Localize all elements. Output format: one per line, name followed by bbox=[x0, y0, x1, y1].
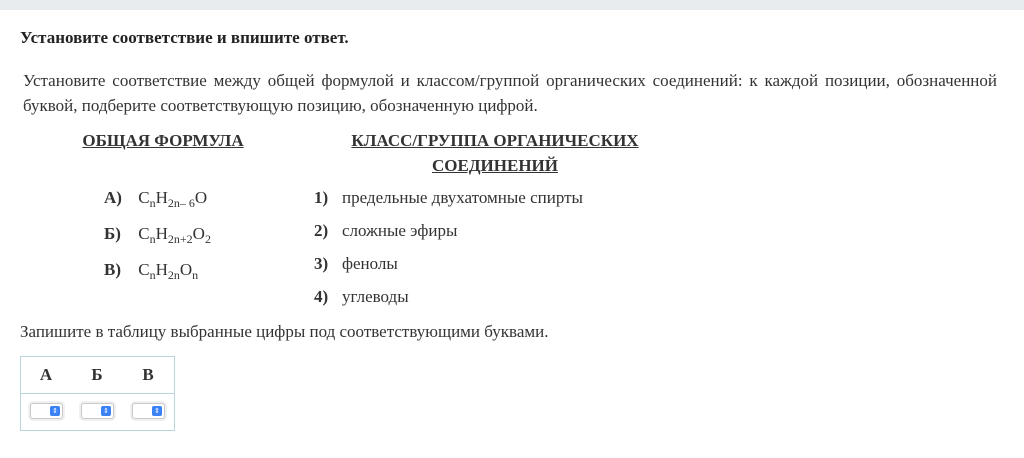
class-number: 2) bbox=[314, 221, 329, 240]
class-item-2 bbox=[314, 221, 457, 241]
answer-header-c: В bbox=[142, 365, 154, 384]
class-number: 3) bbox=[314, 254, 329, 273]
formula-column-header: ОБЩАЯ ФОРМУЛА bbox=[82, 131, 244, 150]
answer-header-a: А bbox=[39, 365, 53, 384]
chevron-updown-icon: ⇕ bbox=[152, 406, 162, 416]
answer-select-c[interactable] bbox=[132, 403, 165, 419]
formula: $C_nH_{2n- 6}O$ bbox=[138, 188, 208, 210]
chevron-updown-icon: ⇕ bbox=[50, 406, 60, 416]
answer-table-divider bbox=[21, 393, 174, 394]
formula-letter: В) bbox=[104, 260, 121, 279]
formula-item-b bbox=[104, 224, 211, 244]
chevron-updown-icon: ⇕ bbox=[101, 406, 111, 416]
class-label: предельные двухатомные спирты bbox=[342, 188, 583, 207]
answer-instruction: Запишите в таблицу выбранные цифры под соответствующими буквами. bbox=[20, 322, 549, 341]
class-item-3 bbox=[314, 254, 398, 274]
class-item-4 bbox=[314, 287, 409, 307]
class-label: углеводы bbox=[342, 287, 409, 306]
class-column-header bbox=[336, 128, 654, 178]
task-intro: Установите соответствие между общей формулой и классом/группой органических соединений: к каждой позиции, обозначенной буквой, подберите соответствующую позицию, обозначенную цифрой. bbox=[23, 71, 997, 115]
class-number: 1) bbox=[314, 188, 329, 207]
class-label: сложные эфиры bbox=[342, 221, 458, 240]
class-column-header-line2: СОЕДИНЕНИЙ bbox=[432, 156, 558, 175]
answer-table bbox=[20, 356, 175, 431]
class-number: 4) bbox=[314, 287, 329, 306]
class-label: фенолы bbox=[342, 254, 398, 273]
formula-item-c bbox=[104, 260, 198, 280]
formula: $C_nH_{2n}O_n$ bbox=[138, 260, 199, 282]
formula: $C_nH_{2n+2}O_2$ bbox=[138, 224, 211, 246]
formula-letter: Б) bbox=[104, 224, 121, 243]
formula-letter: А) bbox=[104, 188, 122, 207]
class-item-1 bbox=[314, 188, 583, 208]
top-bar bbox=[0, 0, 1024, 10]
class-column-header-line1: КЛАСС/ГРУППА ОРГАНИЧЕСКИХ bbox=[351, 131, 639, 150]
formula-item-a bbox=[104, 188, 207, 208]
answer-select-a[interactable] bbox=[30, 403, 63, 419]
answer-header-b: Б bbox=[91, 365, 103, 384]
answer-select-b[interactable] bbox=[81, 403, 114, 419]
task-title: Установите соответствие и впишите ответ. bbox=[20, 28, 349, 47]
